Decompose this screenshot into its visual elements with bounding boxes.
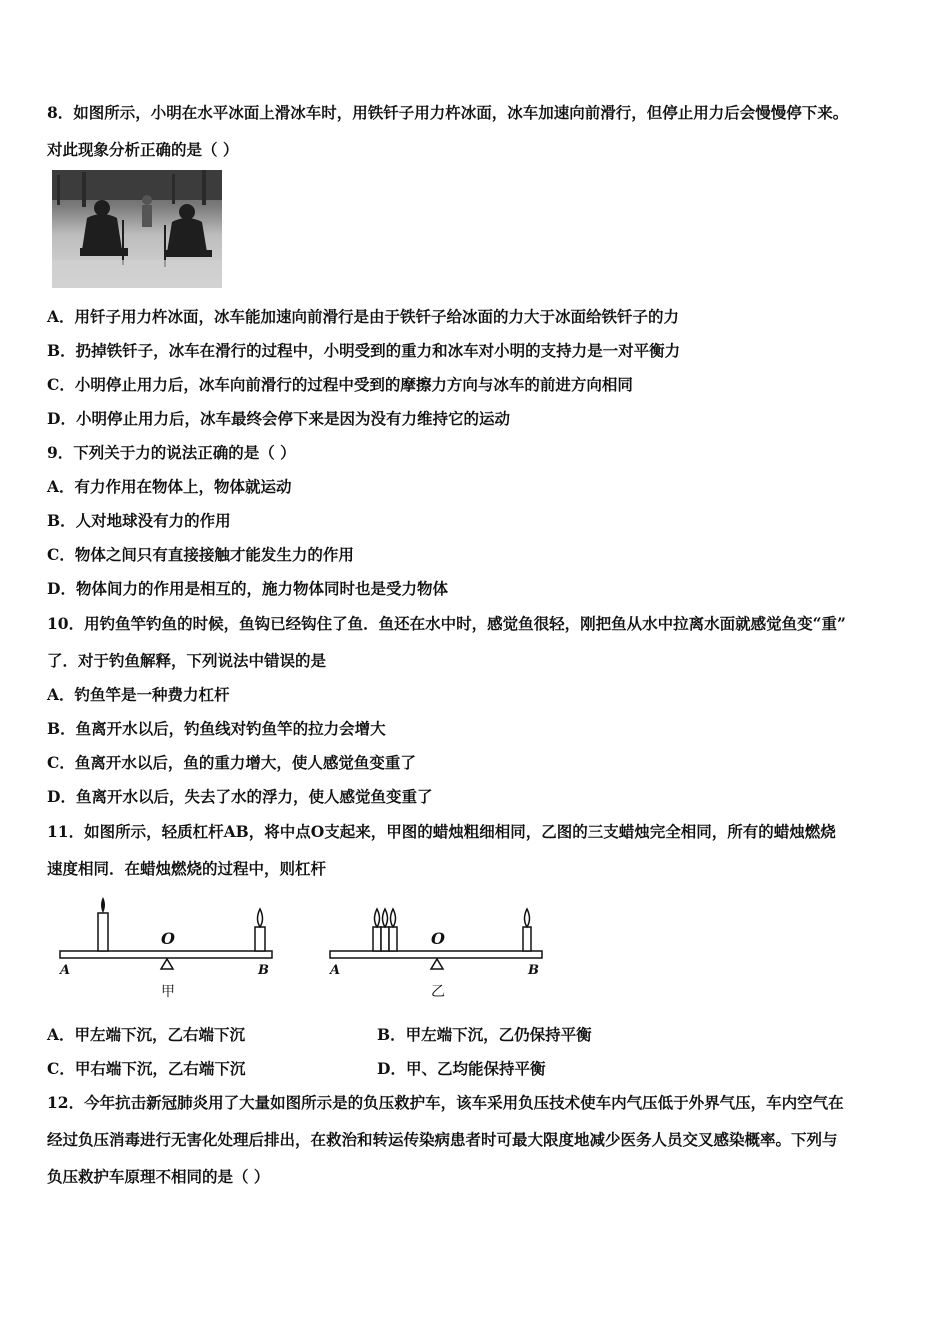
- q10-stem-line1: 10．用钓鱼竿钓鱼的时候，鱼钩已经钩住了鱼．鱼还在水中时，感觉鱼很轻，刚把鱼从水中拉离水面就感觉鱼变“重”: [47, 614, 846, 633]
- lever-yi-label-a: A: [330, 963, 341, 978]
- lever-jia-label-o: O: [161, 929, 175, 948]
- q9-option-c: C．物体之间只有直接接触才能发生力的作用: [47, 545, 354, 564]
- q8-stem-line2: 对此现象分析正确的是（ ）: [47, 140, 239, 159]
- q10-option-a: A．钓鱼竿是一种费力杠杆: [47, 685, 230, 704]
- lever-yi-caption: 乙: [431, 984, 445, 1000]
- q8-option-a: A．用钎子用力杵冰面，冰车能加速向前滑行是由于铁钎子给冰面的力大于冰面给铁钎子的力: [47, 307, 680, 326]
- q12-stem-line2: 经过负压消毒进行无害化处理后排出，在救治和转运传染病患者时可最大限度地减少医务人员交叉感染概率。下列与: [47, 1130, 838, 1149]
- q10-option-c: C．鱼离开水以后，鱼的重力增大，使人感觉鱼变重了: [47, 753, 416, 772]
- q11-option-c: C．甲右端下沉，乙右端下沉: [47, 1059, 246, 1078]
- q9-stem: 9．下列关于力的说法正确的是（ ）: [47, 443, 296, 462]
- q10-option-b: B．鱼离开水以后，钓鱼线对钓鱼竿的拉力会增大: [47, 719, 386, 738]
- lever-jia-label-a: A: [60, 963, 71, 978]
- lever-jia-caption: 甲: [161, 984, 175, 1000]
- q12-stem-line3: 负压救护车原理不相同的是（ ）: [47, 1167, 270, 1186]
- q10-option-d: D．鱼离开水以后，失去了水的浮力，使人感觉鱼变重了: [47, 787, 433, 806]
- q11-option-b: B．甲左端下沉，乙仍保持平衡: [377, 1025, 592, 1044]
- q9-option-a: A．有力作用在物体上，物体就运动: [47, 477, 292, 496]
- q11-stem-line1: 11．如图所示，轻质杠杆AB，将中点O支起来，甲图的蜡烛粗细相同，乙图的三支蜡烛完全相同，所有的蜡烛燃烧: [47, 822, 836, 841]
- q8-option-b: B．扔掉铁钎子，冰车在滑行的过程中，小明受到的重力和冰车对小明的支持力是一对平衡力: [47, 341, 681, 360]
- lever-yi-label-b: B: [528, 963, 539, 978]
- q8-option-c: C．小明停止用力后，冰车向前滑行的过程中受到的摩擦力方向与冰车的前进方向相同: [47, 375, 633, 394]
- lever-jia-label-b: B: [258, 963, 269, 978]
- lever-yi-label-o: O: [431, 929, 445, 948]
- lever-figure-jia: [55, 893, 285, 1007]
- q8-option-d: D．小明停止用力后，冰车最终会停下来是因为没有力维持它的运动: [47, 409, 510, 428]
- q12-stem-line1: 12．今年抗击新冠肺炎用了大量如图所示是的负压救护车，该车采用负压技术使车内气压低于外界气压，车内空气在: [47, 1093, 844, 1112]
- ice-sled-photo: [52, 170, 222, 288]
- q11-option-a: A．甲左端下沉，乙右端下沉: [47, 1025, 246, 1044]
- q8-stem-line1: 8．如图所示，小明在水平冰面上滑冰车时，用铁钎子用力杵冰面，冰车加速向前滑行，但停止用力后会慢慢停下来。: [47, 103, 849, 122]
- q10-stem-line2: 了．对于钓鱼解释，下列说法中错误的是: [47, 651, 327, 670]
- q11-option-d: D．甲、乙均能保持平衡: [377, 1059, 546, 1078]
- q11-stem-line2: 速度相同．在蜡烛燃烧的过程中，则杠杆: [47, 859, 327, 878]
- q9-option-b: B．人对地球没有力的作用: [47, 511, 231, 530]
- lever-figure-yi: [325, 893, 555, 1007]
- q9-option-d: D．物体间力的作用是相互的，施力物体同时也是受力物体: [47, 579, 448, 598]
